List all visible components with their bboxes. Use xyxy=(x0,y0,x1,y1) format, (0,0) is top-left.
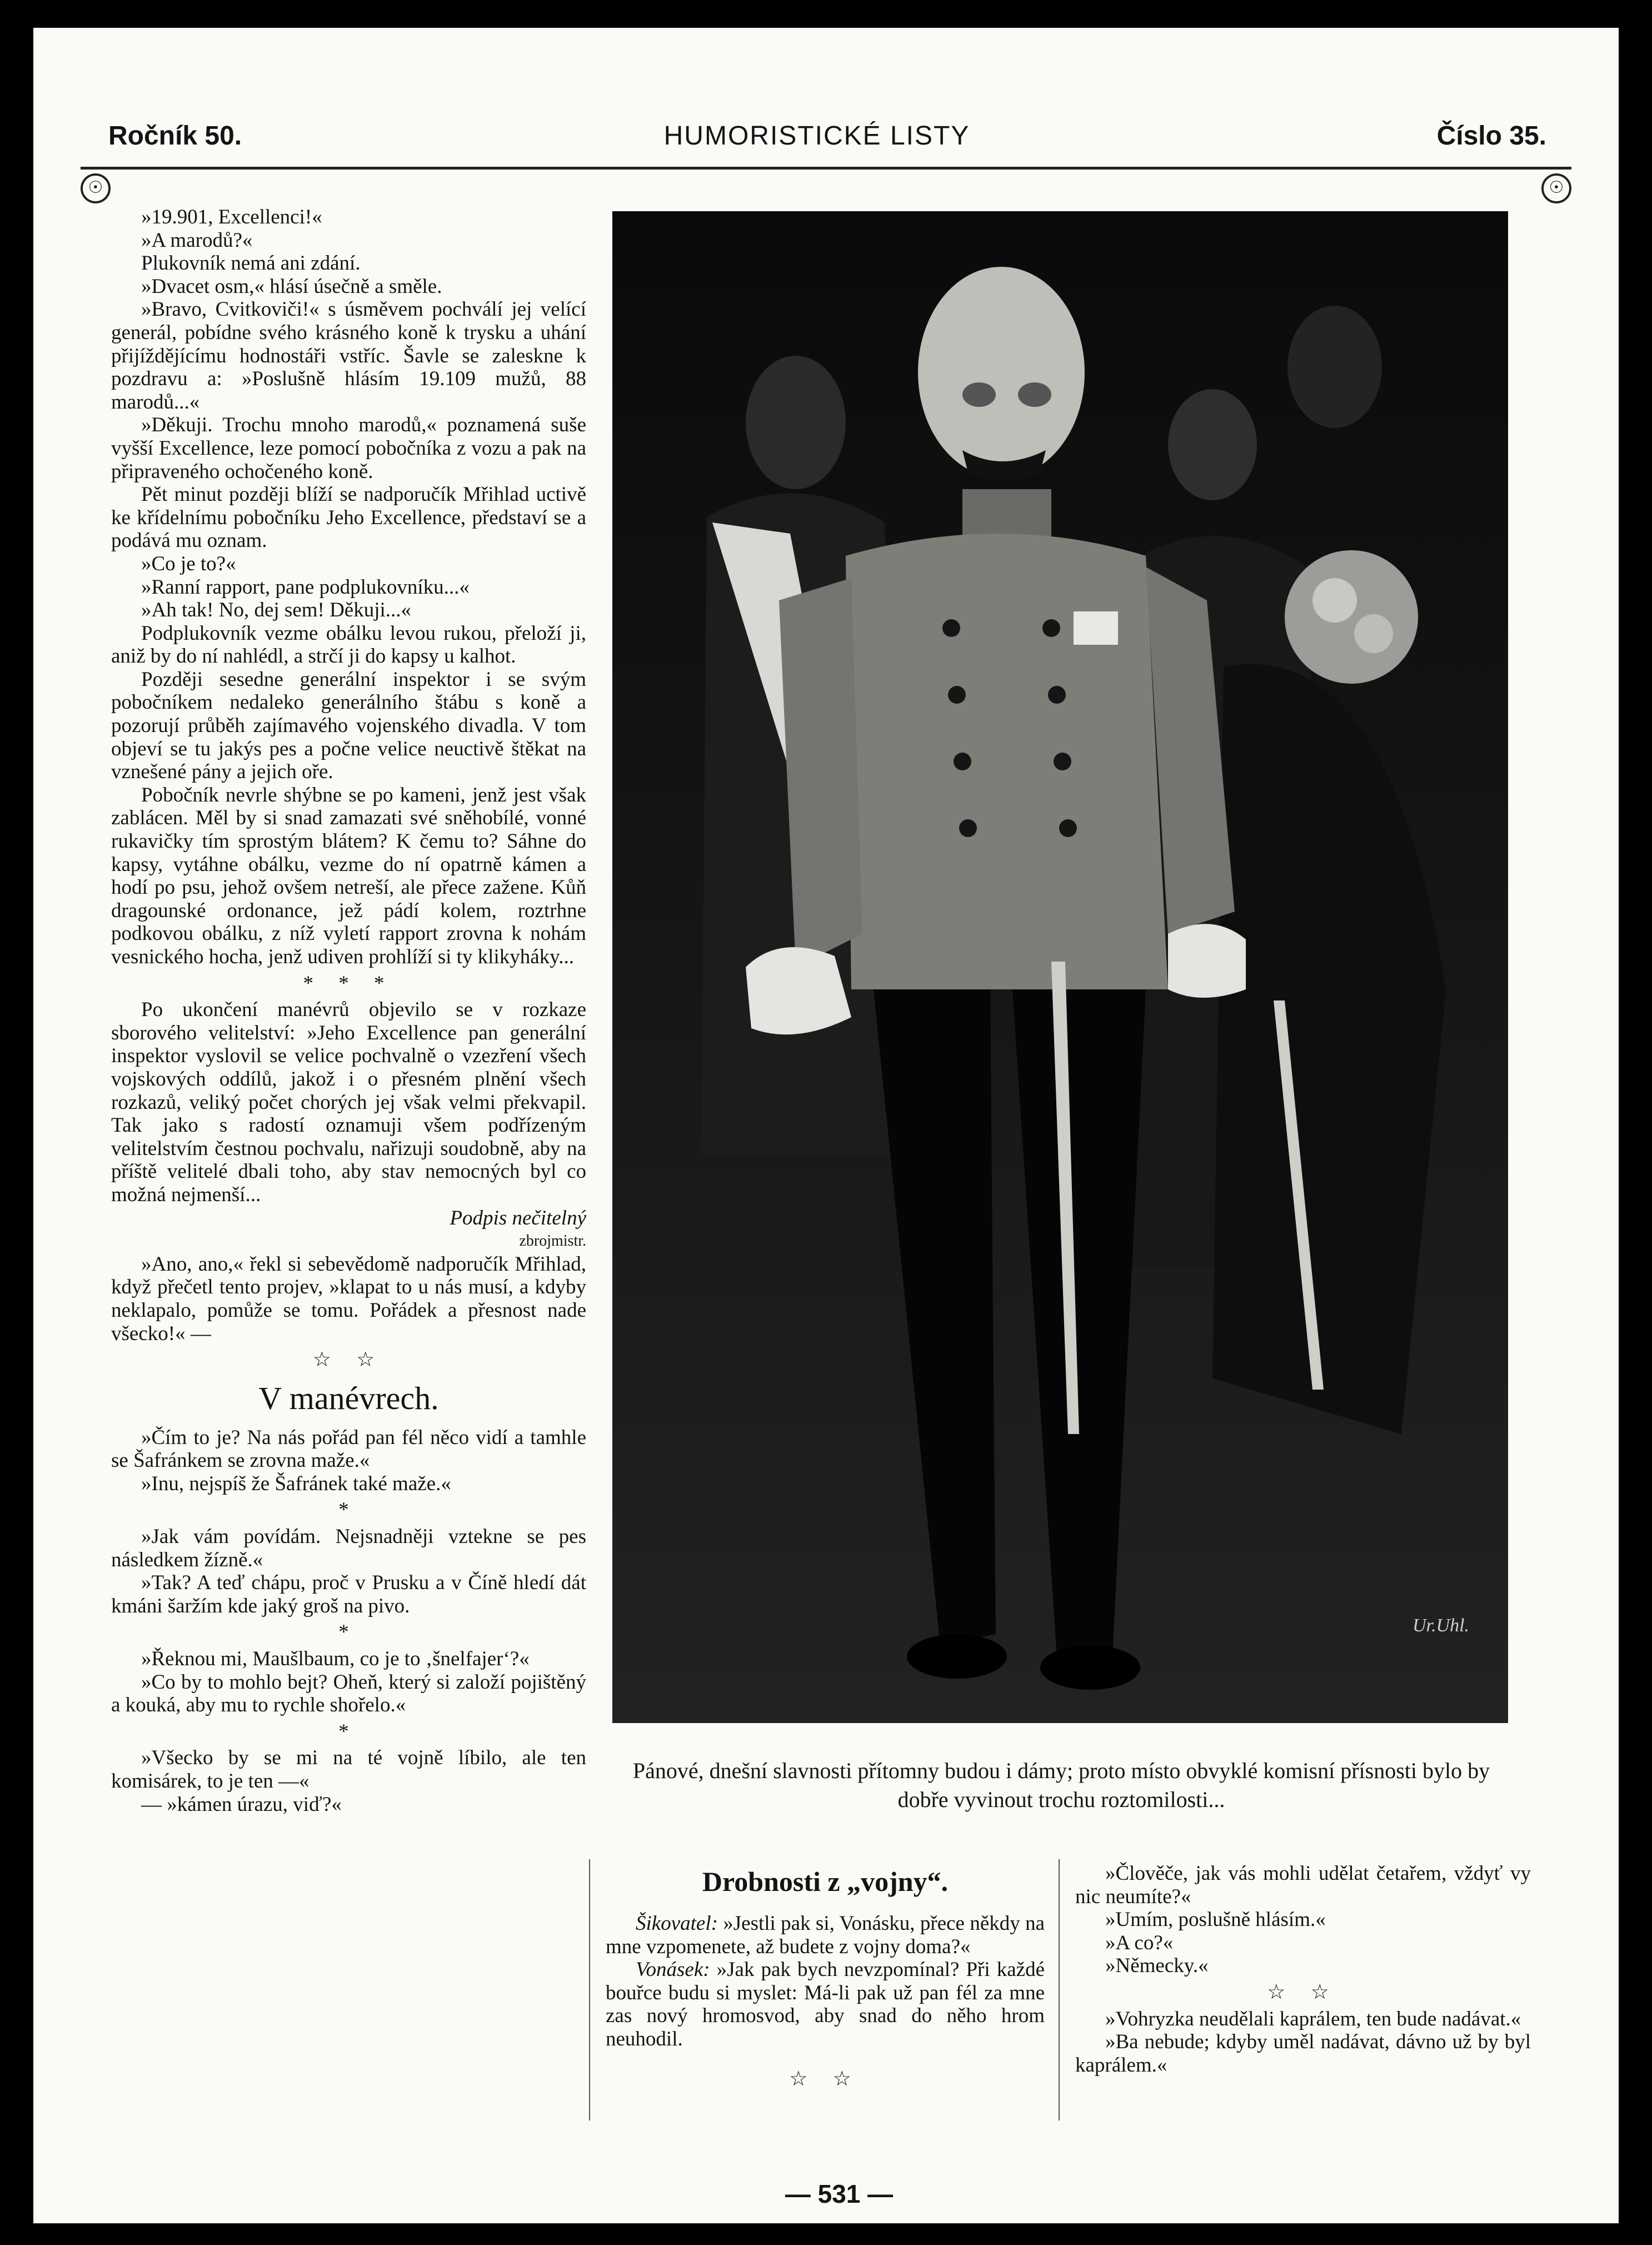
dialogue-paragraph xyxy=(606,1912,1045,1958)
paragraph: »Umím, poslušně hlásím.« xyxy=(1105,1908,1326,1932)
paragraph: »19.901, Excellenci!« xyxy=(141,206,322,228)
left-ornament-icon: ☉ xyxy=(81,173,111,203)
speaker-name: Šikovatel: xyxy=(636,1912,718,1935)
signature: Podpis nečitelný xyxy=(450,1206,586,1229)
paragraph: »Německy.« xyxy=(1105,1954,1209,1978)
separator-star: * xyxy=(338,1499,359,1522)
illustration xyxy=(612,211,1508,1723)
paragraph: »Řeknou mi, Maušlbaum, co je to ‚šnelfajer‘?« xyxy=(141,1647,530,1671)
paragraph: »Jak vám povídám. Nejsnadněji vztekne se pes následkem žízně.« xyxy=(111,1525,586,1571)
paragraph: Podplukovník vezme obálku levou rukou, přeloží ji, aniž by do ní nahlédl, a strčí ji do kapsy u kalhot. xyxy=(111,621,586,668)
artist-signature: Ur.Uhl. xyxy=(1413,1615,1470,1636)
paragraph: »Inu, nejspíš že Šafránek také maže.« xyxy=(141,1472,451,1495)
middle-column xyxy=(606,1862,1045,2094)
section-stars: ☆ ☆ xyxy=(312,1348,385,1372)
paragraph: — »kámen úrazu, viď?« xyxy=(141,1793,342,1816)
signature-rank: zbrojmistr. xyxy=(519,1232,586,1250)
paragraph: »Ranní rapport, pane podplukovníku...« xyxy=(141,575,470,599)
speaker-name: Vonásek: xyxy=(636,1958,710,1982)
paragraph: Pět minut později blíží se nadporučík Mřihlad uctivě ke křídelnímu pobočníku Jeho Excellence, představí se a podává mu oznam. xyxy=(111,483,586,552)
paragraph: »A marodů?« xyxy=(141,228,253,252)
masthead-title: HUMORISTICKÉ LISTY xyxy=(663,121,970,151)
paragraph: »Člověče, jak vás mohli udělat četařem, vždyť vy nic neumíte?« xyxy=(1075,1862,1531,1908)
newspaper-page xyxy=(33,28,1619,2223)
section-heading: V manévrech. xyxy=(258,1380,439,1416)
paragraph: »Bravo, Cvitkoviči!« s úsměvem pochválí jej velící generál, pobídne svého krásného koně k trysku a uhání přijíždějícímu hodnostáři vstříc. Šavle se zaleskne k pozdravu a: »Poslušně hlásím 19.109 mužů, 88 marodů...« xyxy=(111,298,586,414)
separator-star: * xyxy=(338,1720,359,1743)
paragraph: »Ano, ano,« řekl si sebevědomě nadporučík Mřihlad, když přečetl tento projev, »klapat to u nás musí, a kdyby neklapalo, pomůže se tomu. Pořádek a přesnost nade všecko!« — xyxy=(111,1252,586,1345)
paragraph: Později sesedne generální inspektor i se svým pobočníkem nedaleko generálního štábu s koně a pozorují průběh zajímavého vojenského divadla. V tom objeví se tu jakýs pes a počne velice neuctivě štěkat na vznešené pány a jejich oře. xyxy=(111,668,586,784)
paragraph: »Tak? A teď chápu, proč v Prusku a v Číně hledí dát kmáni šaržím kde jaký groš na pivo. xyxy=(111,1571,586,1617)
paragraph: »Ba nebude; kdyby uměl nadávat, dávno už by byl kaprálem.« xyxy=(1075,2030,1531,2077)
section-heading: Drobnosti z „vojny“. xyxy=(702,1866,949,1897)
right-ornament-icon: ☉ xyxy=(1541,173,1571,203)
paragraph: »Vohryzka neudělali kaprálem, ten bude nadávat.« xyxy=(1105,2007,1521,2030)
dialogue-text: »Jestli pak si, Vonásku, přece někdy na mne vzpomenete, až budete z vojny doma?« xyxy=(606,1912,1045,1958)
dialogue-paragraph xyxy=(606,1958,1045,2050)
paragraph: »Čím to je? Na nás pořád pan fél něco vidí a tamhle se Šafránkem se zrovna maže.« xyxy=(111,1426,586,1472)
left-column xyxy=(111,206,586,1816)
paragraph: Po ukončení manévrů objevilo se v rozkaze sborového velitelství: »Jeho Excellence pan generální inspektor vyslovil se velice pochvalně o vzezření všech vojskových oddílů, jakož i o přesném plnění všech rozkazů, veliký počet chorých jej však velmi překvapil. Tak jako s radostí oznamuji všem podřízeným velitelstvím čestnou pochvalu, nařizuji soudobně, aby na příště velitelé dbali toho, aby stav nemocných byl co možná nejmenší... xyxy=(111,998,586,1206)
paragraph: »A co?« xyxy=(1105,1931,1174,1954)
right-column xyxy=(1075,1862,1531,2077)
section-stars: ☆ ☆ xyxy=(789,2067,861,2090)
paragraph: Pobočník nevrle shýbne se po kameni, jenž jest však zablácen. Měl by si snad zamazati své sněhobílé, vonné rukavičky tím sprostým blátem? K čemu to? Sáhne do kapsy, vytáhne obálku, vezme do ní opatrně kámen a hodí po psu, jehož ovšem netreší, ale přece zažene. Kůň dragounské ordonance, jež pádí kolem, roztrhne podkovou obálku, z níž vyletí rapport zrovna k nohám vesnického hocha, jenž udiven prohlíží si ty klikyháky... xyxy=(111,783,586,968)
dialogue-text: »Jak pak bych nevzpomínal? Při každé bouřce budu si myslet: Má-li pak už pan fél za mne zas nový hromosvod, aby snad do něho hrom neuhodil. xyxy=(606,1958,1045,2050)
paragraph: »Co by to mohlo bejt? Oheň, který si založí pojištěný a kouká, aby mu to rychle shořelo.« xyxy=(111,1670,586,1717)
section-stars: ☆ ☆ xyxy=(1267,1980,1339,2004)
paragraph: »Dvacet osm,« hlásí úsečně a směle. xyxy=(141,275,442,298)
officers-illustration xyxy=(612,211,1508,1723)
paragraph: »Všecko by se mi na té vojně líbilo, ale ten komisárek, to je ten —« xyxy=(111,1746,586,1793)
column-divider xyxy=(589,1859,590,2120)
issue-number: Číslo 35. xyxy=(1436,121,1546,151)
illustration-caption: Pánové, dnešní slavnosti přítomny budou i dámy; proto místo obvyklé komisní přísnosti bylo by dobře vyvinout trochu roztomilosti... xyxy=(632,1758,1490,1812)
paragraph: Plukovník nemá ani zdání. xyxy=(141,252,361,275)
section-stars: * * * xyxy=(303,972,395,995)
paragraph: »Děkuji. Trochu mnoho marodů,« poznamená suše vyšší Excellence, leze pomocí pobočníka z vozu a pak na připraveného ochočeného koně. xyxy=(111,414,586,483)
paragraph: »Ah tak! No, dej sem! Děkuji...« xyxy=(141,599,412,622)
volume-label: Ročník 50. xyxy=(108,121,242,151)
page-number: — 531 — xyxy=(785,2179,894,2208)
header-rule xyxy=(81,167,1571,170)
paragraph: »Co je to?« xyxy=(141,552,236,575)
separator-star: * xyxy=(338,1621,359,1644)
column-divider xyxy=(1059,1859,1060,2120)
